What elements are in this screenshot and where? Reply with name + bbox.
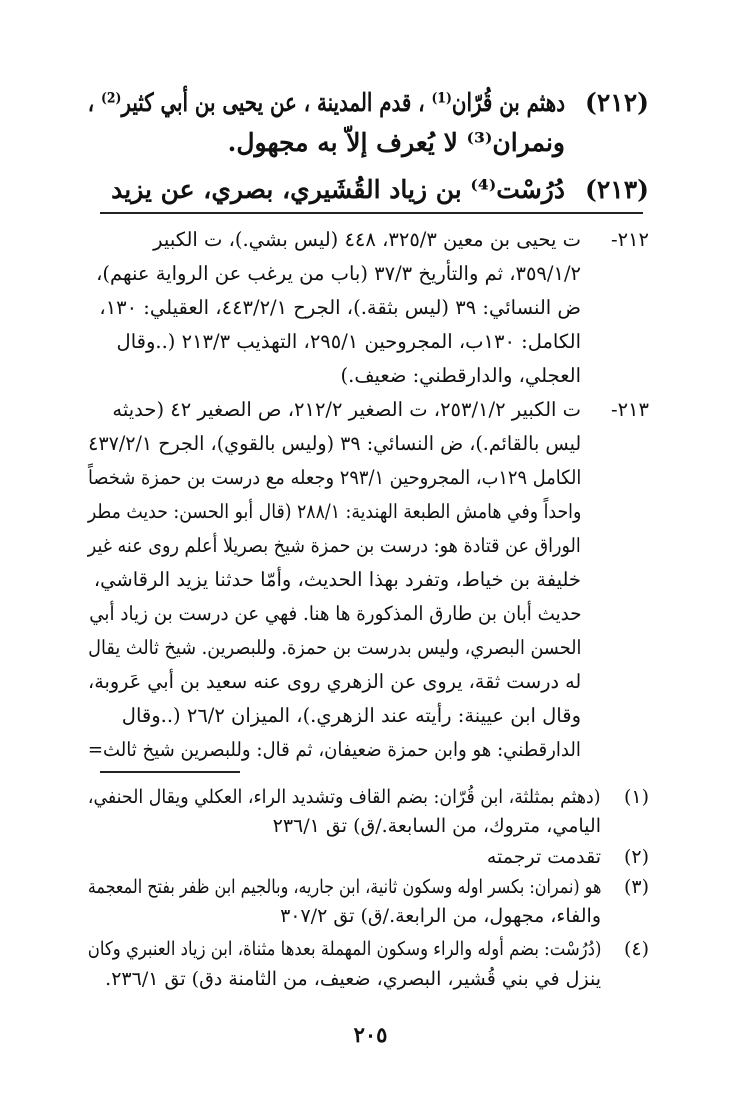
footnote-line: (دهثم بمثلثة، ابن قُرّان: بضم القاف وتشديد الراء، العكلي ويقال الحنفي، xyxy=(88,786,601,808)
note-line: ض النسائي: ٣٩ (ليس بثقة.)، الجرح ٤٤٣/٢/١، العقيلي: ١٣٠، xyxy=(99,296,581,319)
note-number: ٢١٢- xyxy=(610,228,649,251)
entry-number: (٢١٢) xyxy=(585,88,649,117)
footnote-line: ينزل في بني قُشير، البصري، ضعيف، من الثامنة دق) تق ٢٣٦/١. xyxy=(105,968,601,990)
note-number: ٢١٣- xyxy=(610,398,649,421)
entry-text-line: ونمران⁽³⁾ لا يُعرف إلاّ به مجهول. xyxy=(227,128,565,157)
main-separator xyxy=(100,212,643,214)
note-line: له درست ثقة، يروى عن الزهري روى عنه سعيد بن أبي عَروبة، xyxy=(87,670,581,693)
footnote-number: (٣) xyxy=(623,876,649,898)
note-line: وقال ابن عيينة: رأيته عند الزهري.)، الميزان ٢٦/٢ (..وقال xyxy=(121,704,581,727)
entry-number: (٢١٣) xyxy=(585,175,649,204)
note-line: ليس بالقائم.)، ض النسائي: ٣٩ (وليس بالقوي)، الجرح ٤٣٧/٢/١ xyxy=(87,432,581,455)
note-line: واحداً وفي هامش الطبعة الهندية: ٢٨٨/١ (قال أبو الحسن: حديث مطر xyxy=(87,500,581,523)
note-line: خليفة بن خياط، وتفرد بهذا الحديث، وأمّا حدثنا يزيد الرقاشي، xyxy=(93,568,581,591)
footnote-number: (٢) xyxy=(623,846,649,868)
note-line: الكامل: ١٣٠ب، المجروحين ٢٩٥/١، التهذيب ٢١٣/٣ (..وقال xyxy=(116,330,581,353)
entry-text-line: دهثم بن قُرّان⁽¹⁾ ، قدم المدينة ، عن يحيى بن أبي كثير⁽²⁾ ، xyxy=(87,88,565,117)
note-line: الحسن البصري، وليس بدرست بن حمزة. وللبصرين. شيخ ثالث يقال xyxy=(87,636,581,659)
note-line: الدارقطني: هو وابن حمزة ضعيفان، ثم قال: وللبصرين شيخ ثالث= xyxy=(87,738,581,761)
footnote-number: (١) xyxy=(623,786,649,808)
note-line: الكامل ١٢٩ب، المجروحين ٢٩٣/١ وجعله مع درست بن حمزة شخصاً xyxy=(87,466,581,489)
note-line: ت يحيى بن معين ٣٢٥/٣، ٤٤٨ (ليس بشي.)، ت الكبير xyxy=(153,228,581,251)
footnote-line: هو (نمران: بكسر اوله وسكون ثانية، ابن جاريه، وبالجيم ابن ظفر بفتح المعجمة xyxy=(87,876,601,898)
page-number: ٢٠٥ xyxy=(353,1022,388,1047)
footnote-line: (دُرُسْت: بضم أوله والراء وسكون المهملة بعدها مثناة، ابن زياد العنبري وكان xyxy=(87,938,601,960)
note-line: ت الكبير ٢٥٣/١/٢، ت الصغير ٢١٢/٢، ص الصغير ٤٢ (حديثه xyxy=(112,398,581,421)
note-line: العجلي، والدارقطني: ضعيف.) xyxy=(340,364,581,387)
footnote-line: تقدمت ترجمته xyxy=(486,846,601,868)
entry-text-line: دُرُسْت⁽⁴⁾ بن زياد القُشَيري، بصري، عن يزيد xyxy=(111,175,565,204)
note-line: الوراق عن قتادة هو: درست بن حمزة شيخ بصريلا أعلم روى عنه غير xyxy=(88,534,581,557)
footnote-number: (٤) xyxy=(623,938,649,960)
note-line: ٣٥٩/١/٢، ثم والتأريخ ٣٧/٣ (باب من يرغب عن الرواية عنهم)، xyxy=(96,262,581,285)
footnote-line: اليامي، متروك، من السابعة./ق) تق ٢٣٦/١ xyxy=(272,815,601,837)
footnote-line: والفاء، مجهول، من الرابعة./ق) تق ٣٠٧/٢ xyxy=(280,905,601,927)
note-line: حديث أبان بن طارق المذكورة ها هنا. فهي عن درست بن زياد أبي xyxy=(88,602,581,625)
footnote-separator xyxy=(100,771,240,773)
